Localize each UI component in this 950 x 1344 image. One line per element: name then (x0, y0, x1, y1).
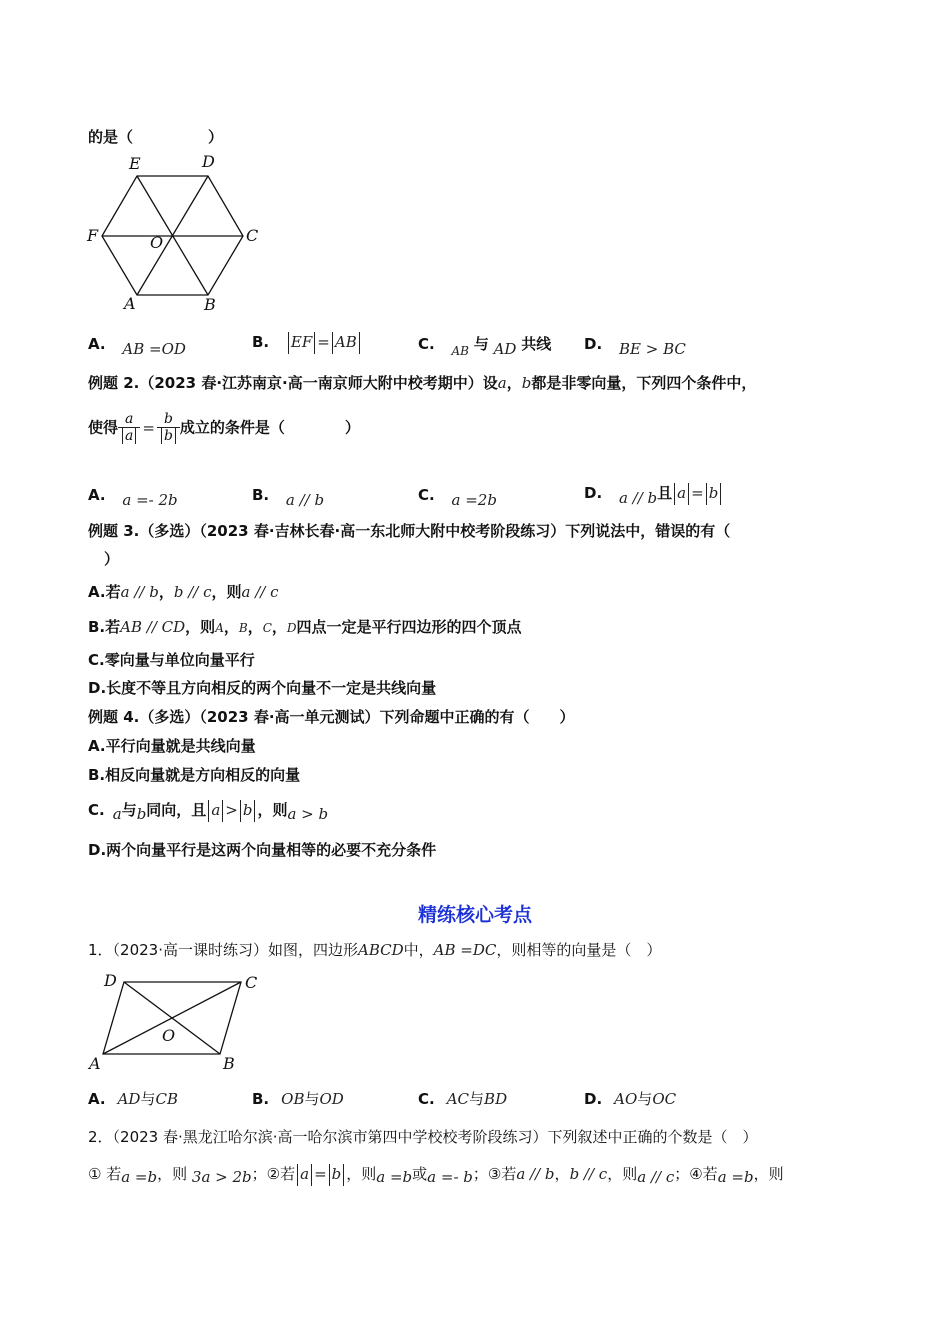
q3-option-c[interactable]: C.零向量与单位向量平行 (88, 651, 255, 669)
p1-option-a[interactable]: A. AD与CB (88, 1090, 178, 1108)
q2-option-a[interactable]: A. a =- 2b (88, 486, 178, 509)
q1-option-b[interactable]: B. EF = AB (252, 332, 362, 354)
q2-fraction-b: $\frac{b}{b}$ (157, 411, 180, 444)
q3-option-d[interactable]: D.长度不等且方向相反的两个向量不一定是共线向量 (88, 679, 437, 697)
section-title: 精练核心考点 (417, 904, 532, 926)
para-label-C: C (245, 973, 258, 992)
q2-stem-line2: 使得 $\frac{a}{a}$ = $\frac{b}{b}$ 成立的条件是（ ） (88, 411, 360, 444)
p1-option-d[interactable]: D. AO与OC (584, 1090, 677, 1108)
q2-fraction-a: $\frac{a}{a}$ (118, 411, 140, 444)
q4-option-d[interactable]: D.两个向量平行是这两个向量相等的必要不充分条件 (88, 841, 437, 859)
q1-stem-tail: 的是（ ） (88, 128, 224, 146)
q4-option-c[interactable]: C. a与b同向，且 a > b ，则a > b (88, 801, 329, 823)
hex-label-E: E (129, 154, 141, 173)
q2-option-d[interactable]: D. a // b且 a = b (584, 483, 723, 505)
p2-statements: ① 若a =b，则 3a > 2b；②若 a = b ，则a =b或a =- b；③若a // b，b // c，则a // c；④若a =b，则 (88, 1165, 784, 1186)
para-label-A: A (89, 1054, 101, 1073)
para-label-B: B (223, 1054, 235, 1073)
hex-label-D: D (202, 152, 215, 171)
p1-option-c[interactable]: C. AC与BD (418, 1090, 508, 1108)
hex-label-C: C (246, 226, 259, 245)
q2-option-b[interactable]: B. a // b (252, 486, 325, 509)
q3-stem-line2: ） (104, 550, 120, 568)
q2-option-c[interactable]: C. a =2b (418, 486, 497, 509)
parallelogram-figure (86, 968, 266, 1076)
hexagon-figure (84, 150, 264, 315)
q3-option-a[interactable]: A.若a // b，b // c，则a // c (88, 583, 279, 601)
hex-label-F: F (87, 226, 99, 245)
q1-option-d[interactable]: D. BE > BC (584, 335, 686, 358)
q1-option-c[interactable]: C. $_{AB}$ 与 AD 共线 (418, 335, 552, 358)
p2-stem: 2．（2023 春·黑龙江哈尔滨·高一哈尔滨市第四中学校校考阶段练习）下列叙述中正确的个数是（ ） (88, 1128, 758, 1146)
q1-option-a[interactable]: A. AB =OD (88, 335, 186, 358)
hex-label-O: O (150, 233, 164, 252)
para-label-O: O (162, 1026, 176, 1045)
q3-stem-line1: 例题 3.（多选）（2023 春·吉林长春·高一东北师大附中校考阶段练习）下列说法中，错误的有（ (88, 522, 731, 540)
q4-option-b[interactable]: B.相反向量就是方向相反的向量 (88, 766, 301, 784)
para-label-D: D (104, 971, 117, 990)
hex-label-A: A (124, 294, 136, 313)
q3-option-b[interactable]: B.若AB // CD，则A，B，C，D四点一定是平行四边形的四个顶点 (88, 618, 522, 636)
q4-option-a[interactable]: A.平行向量就是共线向量 (88, 737, 256, 755)
p1-option-b[interactable]: B. OB与OD (252, 1090, 344, 1108)
q2-stem-line1: 例题 2.（2023 春·江苏南京·高一南京师大附中校考期中）设a，b都是非零向量，下列四个条件中， (88, 374, 757, 392)
p1-stem: 1．（2023·高一课时练习）如图，四边形ABCD中，AB =DC，则相等的向量是（ ） (88, 941, 662, 959)
hex-label-B: B (204, 295, 216, 314)
q4-stem: 例题 4.（多选）（2023 春·高一单元测试）下列命题中正确的有（ ） (88, 708, 575, 726)
